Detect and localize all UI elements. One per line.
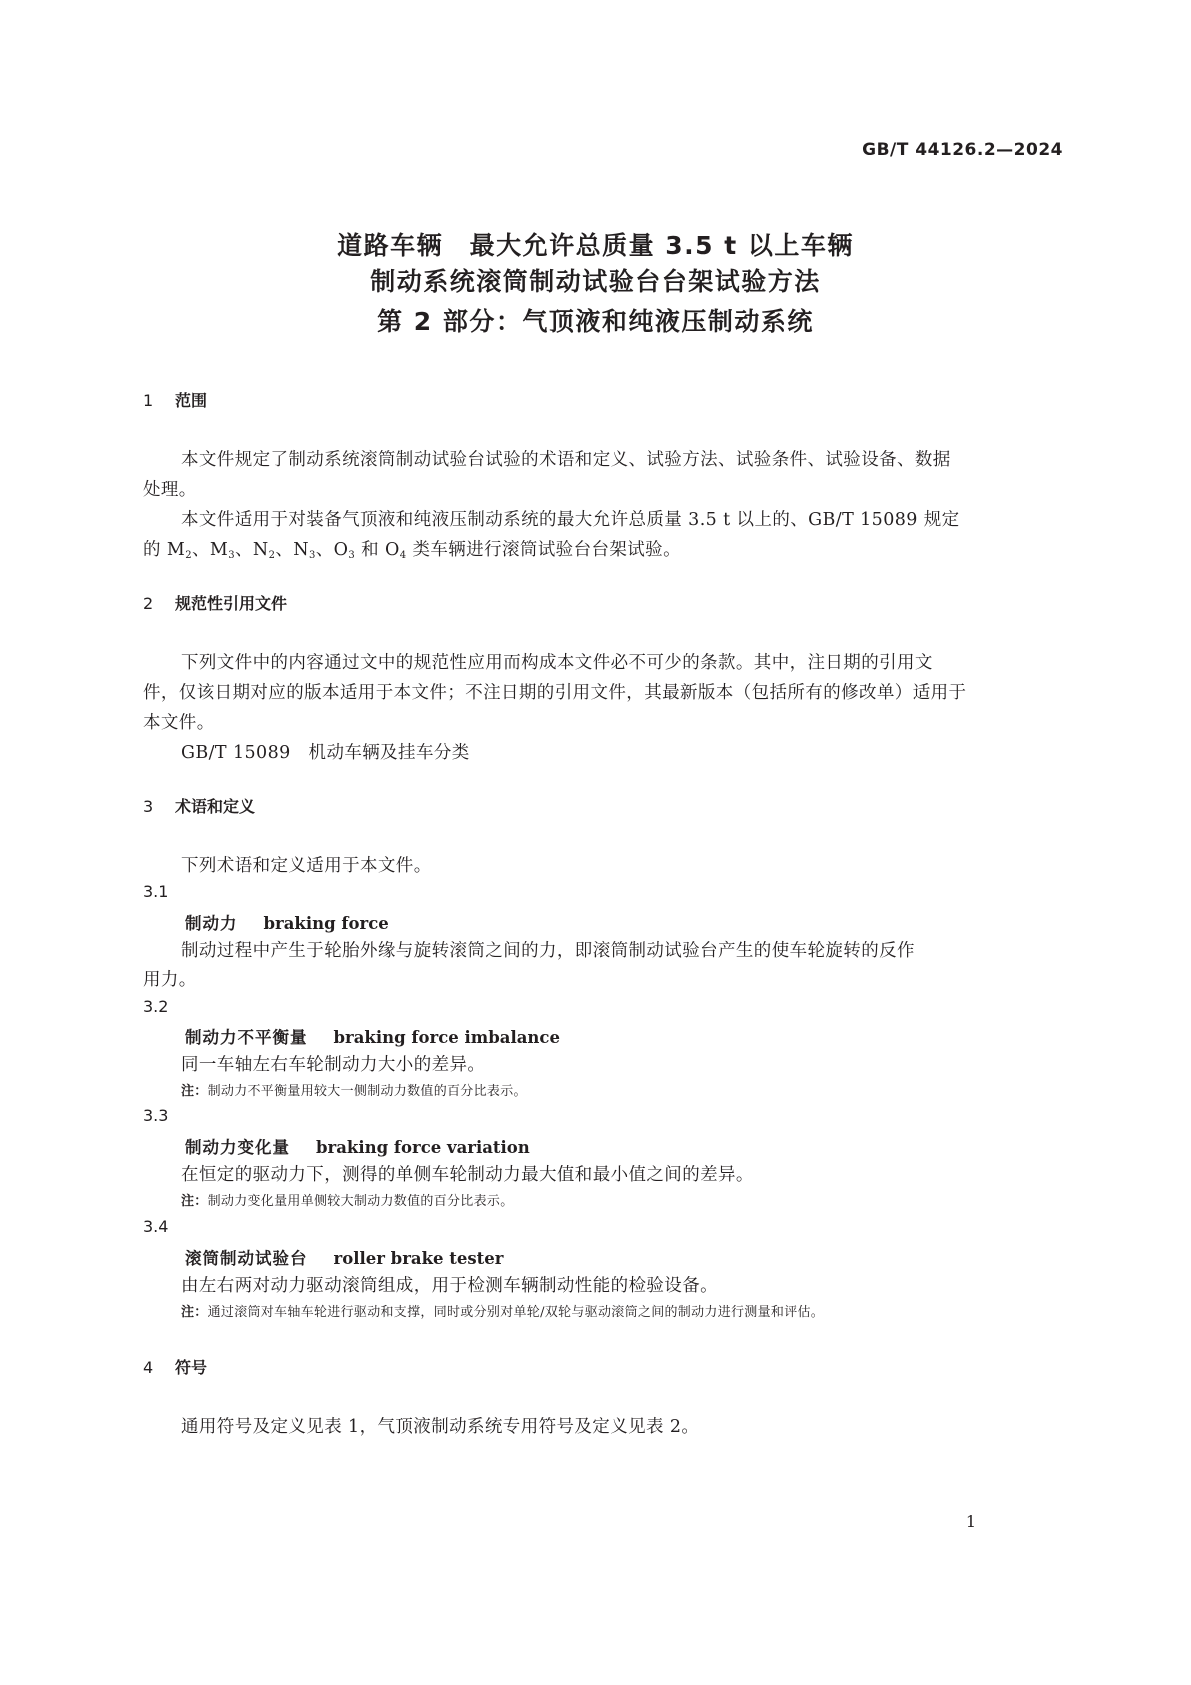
term-title: 制动力 braking force [185,914,389,933]
term-title: 制动力不平衡量 braking force imbalance [185,1028,560,1047]
term-title: 滚筒制动试验台 roller brake tester [185,1249,504,1268]
section-3-heading [143,794,255,817]
page-number: 1 [965,1512,976,1531]
term-definition: 制动过程中产生于轮胎外缘与旋转滚筒之间的力，即滚筒制动试验台产生的使车轮旋转的反作 [181,941,915,961]
title-line-1: 道路车辆 最大允许总质量 3.5 t 以上车辆 [337,231,854,260]
paragraph-line: 本文件规定了制动系统滚筒制动试验台试验的术语和定义、试验方法、试验条件、试验设备、数据 [181,450,951,470]
section-1-heading [143,388,207,411]
section-title: 规范性引用文件 [175,594,288,613]
term-number: 3.4 [143,1217,169,1236]
section-number: 4 [143,1358,154,1377]
paragraph-line: 本文件适用于对装备气顶液和纯液压制动系统的最大允许总质量 3.5 t 以上的、GB/T 15089 规定 [181,510,960,530]
term-number: 3.3 [143,1106,169,1125]
term-title: 制动力变化量 braking force variation [185,1138,530,1157]
paragraph-line: 下列文件中的内容通过文中的规范性应用而构成本文件必不可少的条款。其中，注日期的引用文 [181,653,933,673]
section-title: 范围 [175,391,208,410]
paragraph-line: 件，仅该日期对应的版本适用于本文件；不注日期的引用文件，其最新版本（包括所有的修改单）适用于 [143,683,967,703]
paragraph-line: 本文件。 [143,713,215,733]
term-definition: 由左右两对动力驱动滚筒组成，用于检测车辆制动性能的检验设备。 [181,1276,718,1296]
section-4-heading [143,1355,207,1378]
section-title: 术语和定义 [175,797,256,816]
standard-code: GB/T 44126.2—2024 [862,140,1063,160]
paragraph-line: 通用符号及定义见表 1，气顶液制动系统专用符号及定义见表 2。 [181,1417,700,1437]
title-line-3: 第 2 部分：气顶液和纯液压制动系统 [377,307,814,336]
term-definition: 用力。 [143,970,197,990]
term-number: 3.1 [143,882,169,901]
term-definition: 在恒定的驱动力下，测得的单侧车轮制动力最大值和最小值之间的差异。 [181,1165,754,1185]
section-number: 2 [143,594,154,613]
term-number: 3.2 [143,997,169,1016]
term-note: 注：制动力变化量用单侧较大制动力数值的百分比表示。 [181,1194,514,1209]
paragraph-line: 处理。 [143,480,197,500]
title-line-2: 制动系统滚筒制动试验台台架试验方法 [370,267,821,296]
term-definition: 同一车轴左右车轮制动力大小的差异。 [181,1055,486,1075]
section-2-heading [143,591,287,614]
paragraph-line: 下列术语和定义适用于本文件。 [181,856,432,876]
vehicle-category-line: 的 $M_2$、$M_3$、$N_2$、$N_3$、$O_3$ 和 $O_4$ 类车辆进行滚筒试验台台架试验。 [143,540,681,561]
section-title: 符号 [175,1358,208,1377]
section-number: 3 [143,797,154,816]
term-note: 注：制动力不平衡量用较大一侧制动力数值的百分比表示。 [181,1084,527,1099]
term-note: 注：通过滚筒对车轴车轮进行驱动和支撑，同时或分别对单轮/双轮与驱动滚筒之间的制动力进行测量和评估。 [181,1305,825,1320]
section-number: 1 [143,391,154,410]
normative-reference: GB/T 15089 机动车辆及挂车分类 [181,743,470,763]
